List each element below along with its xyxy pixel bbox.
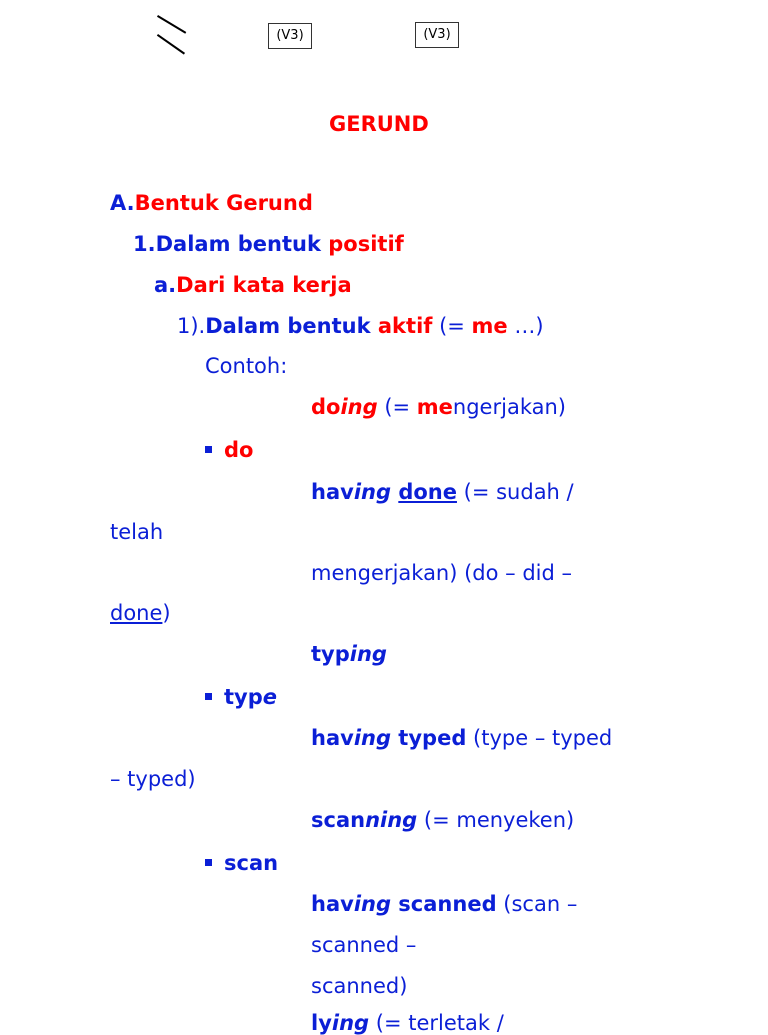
- word-prefix: me: [416, 395, 453, 419]
- subsection-highlight: positif: [328, 232, 404, 256]
- point-highlight: aktif: [377, 314, 433, 338]
- example-typing: [311, 644, 387, 665]
- subsection-letter: a.: [154, 273, 177, 297]
- bullet-marker: [205, 859, 212, 866]
- word-participle: done: [398, 480, 457, 504]
- example-having-done: [311, 482, 574, 503]
- word-suffix: ing: [353, 480, 391, 504]
- bullet-item-type: [205, 687, 277, 708]
- subsection-text: Dari kata kerja: [176, 273, 352, 297]
- bullet-text: typ: [224, 685, 263, 709]
- word-suffix: ing: [331, 1011, 370, 1035]
- bullet-text: scan: [224, 851, 279, 875]
- text-line: mengerjakan) (do – did –: [311, 561, 573, 585]
- v3-box: (V3): [415, 22, 459, 48]
- word-root: typ: [311, 642, 350, 666]
- word-suffix: ing: [349, 642, 387, 666]
- point-paren: (=: [432, 314, 472, 338]
- word-root: hav: [311, 480, 354, 504]
- subsection-1-heading: [133, 234, 404, 255]
- example-having-scanned: [311, 894, 577, 915]
- bullet-marker: [205, 693, 212, 700]
- word-root: scan: [311, 808, 366, 832]
- bullet-item-scan: [205, 853, 278, 874]
- bullet-text: do: [224, 438, 254, 462]
- text-fragment: ): [162, 601, 171, 625]
- word-meaning: (= terletak /: [369, 1011, 504, 1035]
- word-meaning: ngerjakan): [452, 395, 566, 419]
- text-line: scanned): [311, 974, 408, 998]
- subsection-a-heading: [154, 275, 352, 296]
- example-having-typed: [311, 728, 612, 749]
- example-label: Contoh:: [205, 354, 288, 378]
- word-suffix: ing: [353, 892, 391, 916]
- example-doing: [311, 397, 566, 418]
- word-root: hav: [311, 726, 354, 750]
- point-text: Dalam bentuk: [205, 314, 378, 338]
- word-root: hav: [311, 892, 354, 916]
- section-a-heading: [110, 193, 313, 214]
- section-title: Bentuk Gerund: [134, 191, 313, 215]
- bullet-text-suffix: e: [262, 685, 278, 709]
- v3-box: (V3): [268, 23, 312, 49]
- point-ellipsis: …): [507, 314, 544, 338]
- point-number: 1).: [177, 314, 206, 338]
- decorative-stroke: [157, 34, 185, 54]
- section-letter: A.: [110, 191, 135, 215]
- underlined-word: done: [110, 601, 163, 625]
- word-participle: typed: [391, 726, 467, 750]
- bullet-item-do: [205, 440, 253, 461]
- text-line: [110, 603, 171, 624]
- word-participle: scanned: [391, 892, 497, 916]
- word-suffix: ning: [365, 808, 418, 832]
- point-prefix: me: [471, 314, 508, 338]
- text-line: – typed): [110, 767, 196, 791]
- word-meaning: (scan –: [496, 892, 578, 916]
- example-scanning: [311, 810, 574, 831]
- text-line: scanned –: [311, 933, 417, 957]
- subsection-text: Dalam bentuk: [155, 232, 329, 256]
- word-suffix: ing: [340, 395, 378, 419]
- word-meaning: (type – typed: [466, 726, 613, 750]
- decorative-stroke: [157, 15, 186, 33]
- bullet-marker: [205, 446, 212, 453]
- word-suffix: ing: [353, 726, 391, 750]
- word-root: do: [311, 395, 341, 419]
- word-paren: (=: [377, 395, 417, 419]
- word-meaning: (= sudah /: [456, 480, 574, 504]
- point-1-heading: [177, 316, 544, 337]
- word-root: ly: [311, 1011, 332, 1035]
- page-title: GERUND: [329, 112, 429, 136]
- subsection-number: 1.: [133, 232, 156, 256]
- text-line: telah: [110, 520, 164, 544]
- word-meaning: (= menyeken): [417, 808, 575, 832]
